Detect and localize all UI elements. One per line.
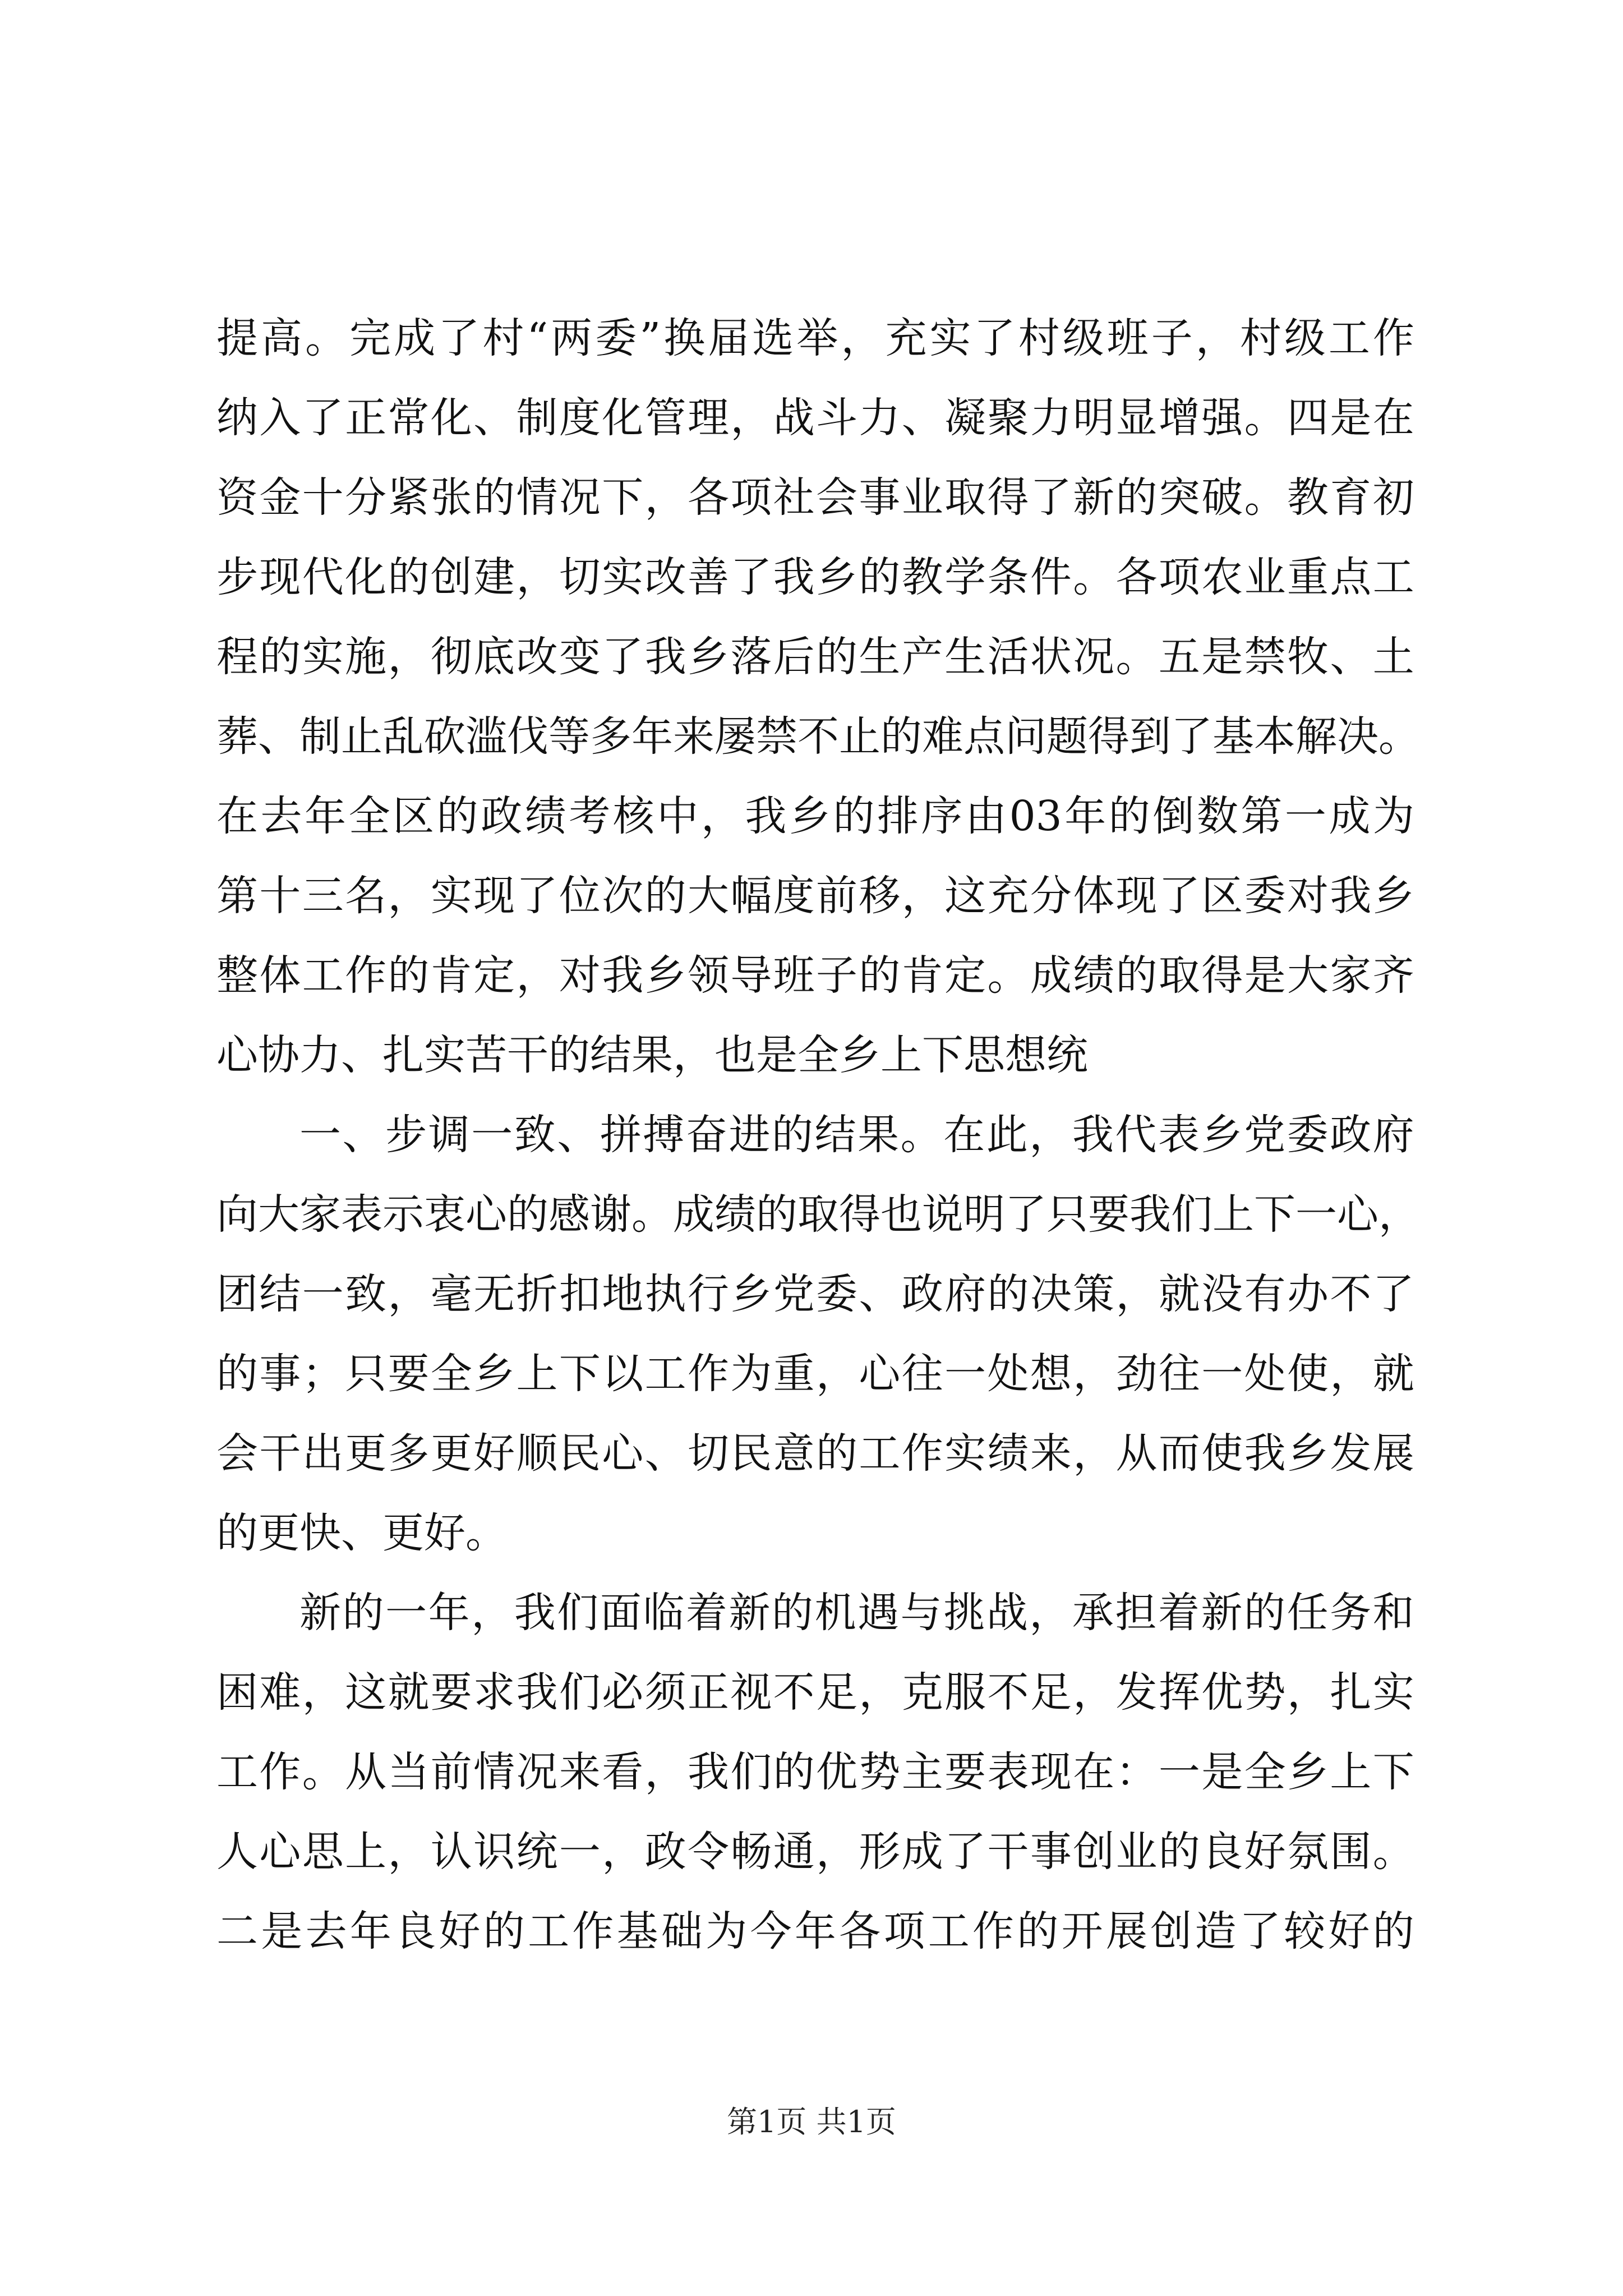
text-line-21: 二 是 去 年 良 好 的 工 作 基 础 为 今 年 各 项 工 作 的 开 展 创 造 了 较 好 的 [216, 1907, 1414, 1955]
page-footer [0, 2098, 1623, 2141]
text-line-15: 会 干 出 更 多 更 好 顺 民 心 、 切 民 意 的 工 作 实 绩 来 ， 从 而 使 我 乡 发 展 [216, 1429, 1414, 1478]
text-line-6: 葬 、 制 止 乱 砍 滥 伐 等 多 年 来 屡 禁 不 止 的 难 点 问 题 得 到 了 基 本 解 决 。 [216, 712, 1420, 761]
text-line-17: 新 的 一 年 ， 我 们 面 临 着 新 的 机 遇 与 挑 战 ， 承 担 着 新 的 任 务 和 [299, 1589, 1414, 1637]
text-line-1: 提 高 。 完 成 了 村 “ 两 委 ” 换 届 选 举 ， 充 实 了 村 级 班 子 ， 村 级 工 作 [216, 314, 1414, 362]
text-line-9: 整 体 工 作 的 肯 定 ， 对 我 乡 领 导 班 子 的 肯 定 。 成 绩 的 取 得 是 大 家 齐 [216, 951, 1414, 1000]
text-line-7: 在 去 年 全 区 的 政 绩 考 核 中 ， 我 乡 的 排 序 由 03 年 的 倒 数 第 一 成 为 [216, 792, 1414, 840]
text-line-20: 人 心 思 上 ， 认 识 统 一 ， 政 令 畅 通 ， 形 成 了 干 事 创 业 的 良 好 氛 围 。 [216, 1828, 1414, 1876]
text-line-14: 的 事 ； 只 要 全 乡 上 下 以 工 作 为 重 ， 心 往 一 处 想 ， 劲 往 一 处 使 ， 就 [216, 1350, 1414, 1398]
text-line-3: 资 金 十 分 紧 张 的 情 况 下 ， 各 项 社 会 事 业 取 得 了 新 的 突 破 。 教 育 初 [216, 473, 1414, 522]
text-line-13: 团 结 一 致 ， 毫 无 折 扣 地 执 行 乡 党 委 、 政 府 的 决 策 ， 就 没 有 办 不 了 [216, 1270, 1414, 1318]
text-line-8: 第 十 三 名 ， 实 现 了 位 次 的 大 幅 度 前 移 ， 这 充 分 体 现 了 区 委 对 我 乡 [216, 872, 1414, 920]
text-line-2: 纳 入 了 正 常 化 、 制 度 化 管 理 ， 战 斗 力 、 凝 聚 力 明 显 增 强 。 四 是 在 [216, 394, 1414, 442]
text-line-12: 向 大 家 表 示 衷 心 的 感 谢 。 成 绩 的 取 得 也 说 明 了 只 要 我 们 上 下 一 心 ， [216, 1190, 1420, 1239]
text-line-19: 工 作 。 从 当 前 情 况 来 看 ， 我 们 的 优 势 主 要 表 现 在 ： 一 是 全 乡 上 下 [216, 1748, 1414, 1796]
text-line-5: 程 的 实 施 ， 彻 底 改 变 了 我 乡 落 后 的 生 产 生 活 状 况 。 五 是 禁 牧 、 土 [216, 633, 1414, 681]
text-line-16: 的更快、更好。 [216, 1509, 507, 1557]
text-line-10: 心协力、扎实苦干的结果，也是全乡上下思想统 [216, 1031, 1088, 1079]
text-line-11: 一 、 步 调 一 致 、 拼 搏 奋 进 的 结 果 。 在 此 ， 我 代 表 乡 党 委 政 府 [299, 1111, 1414, 1159]
text-line-18: 困 难 ， 这 就 要 求 我 们 必 须 正 视 不 足 ， 克 服 不 足 ， 发 挥 优 势 ， 扎 实 [216, 1668, 1414, 1717]
text-line-4: 步 现 代 化 的 创 建 ， 切 实 改 善 了 我 乡 的 教 学 条 件 。 各 项 农 业 重 点 工 [216, 553, 1414, 601]
body-text [216, 298, 1420, 1971]
page-number-label: 第1页 共1页 [727, 2104, 896, 2139]
